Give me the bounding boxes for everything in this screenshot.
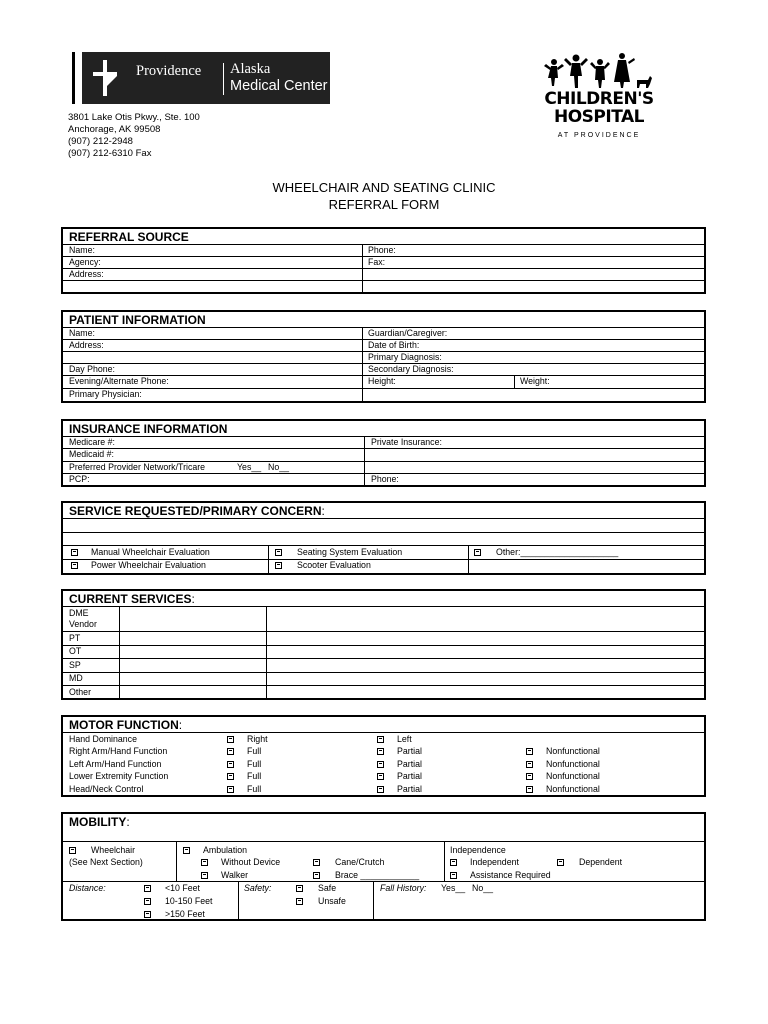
referral-fax-field[interactable]: Fax: [368,257,386,267]
motor-row-label: Right Arm/Hand Function [69,746,168,756]
motor-row-label: Lower Extremity Function [69,771,169,781]
motor-checkbox[interactable] [377,748,384,755]
motor-option-label: Full [247,759,262,769]
current-services-section [61,589,706,700]
dependent-checkbox[interactable] [557,859,564,866]
motor-checkbox[interactable] [227,773,234,780]
motor-checkbox[interactable] [377,761,384,768]
wheelchair-checkbox[interactable] [69,847,76,854]
vendor-label: Vendor [69,619,97,629]
dependent-label: Dependent [579,857,623,867]
patient-information-section [61,310,706,403]
ambulation-checkbox[interactable] [183,847,190,854]
section-title: MOTOR FUNCTION: [69,718,183,732]
dob-field[interactable]: Date of Birth: [368,340,420,350]
pcp-phone-field[interactable]: Phone: [371,474,399,484]
power-wheelchair-label: Power Wheelchair Evaluation [91,560,206,570]
childrens-title: CHILDREN'S [544,89,654,109]
other-service-field[interactable]: Other:____________________ [496,547,619,557]
clinic-address [68,112,200,160]
other-label: Other [69,687,92,697]
weight-field[interactable]: Weight: [520,376,550,386]
children-figures-icon [542,52,660,92]
motor-option-label: Partial [397,784,422,794]
evening-phone-field[interactable]: Evening/Alternate Phone: [69,376,169,386]
fall-yes-option[interactable]: Yes__ [441,883,466,893]
sp-label: SP [69,660,81,670]
cane-crutch-checkbox[interactable] [313,859,320,866]
section-title: CURRENT SERVICES: [69,592,195,606]
ot-label: OT [69,646,82,656]
cane-crutch-label: Cane/Crutch [335,857,385,867]
motor-option-label: Nonfunctional [546,746,600,756]
independence-label: Independence [450,845,506,855]
motor-option-label: Left [397,734,412,744]
referral-name-field[interactable]: Name: [69,245,95,255]
primary-diagnosis-field[interactable]: Primary Diagnosis: [368,352,442,362]
motor-option-label: Full [247,771,262,781]
motor-row-label: Head/Neck Control [69,784,144,794]
section-title: INSURANCE INFORMATION [69,422,228,436]
motor-row-label: Hand Dominance [69,734,137,744]
motor-checkbox[interactable] [526,773,533,780]
motor-checkbox[interactable] [377,786,384,793]
scooter-label: Scooter Evaluation [297,560,371,570]
assistance-required-label: Assistance Required [470,870,551,880]
motor-checkbox[interactable] [526,786,533,793]
address-line: 3801 Lake Otis Pkwy., Ste. 100 [68,112,200,123]
referral-source-section [61,227,706,294]
distance-lt10-checkbox[interactable] [144,885,151,892]
motor-checkbox[interactable] [227,736,234,743]
logo-medical-center: Medical Center [230,78,328,94]
brace-checkbox[interactable] [313,872,320,879]
seating-system-checkbox[interactable] [275,549,282,556]
motor-checkbox[interactable] [526,761,533,768]
safe-checkbox[interactable] [296,885,303,892]
providence-logo [68,52,330,104]
service-requested-section [61,501,706,575]
patient-name-field[interactable]: Name: [69,328,95,338]
secondary-diagnosis-field[interactable]: Secondary Diagnosis: [368,364,454,374]
motor-checkbox[interactable] [526,748,533,755]
logo-separator [223,63,224,95]
logo-alaska: Alaska [230,61,271,77]
distance-10-150-label: 10-150 Feet [165,896,213,906]
scooter-checkbox[interactable] [275,562,282,569]
guardian-field[interactable]: Guardian/Caregiver: [368,328,448,338]
childrens-hospital-logo [534,52,662,146]
day-phone-field[interactable]: Day Phone: [69,364,115,374]
md-label: MD [69,673,83,683]
distance-lt10-label: <10 Feet [165,883,200,893]
distance-10-150-checkbox[interactable] [144,898,151,905]
independent-label: Independent [470,857,519,867]
fall-no-option[interactable]: No__ [472,883,494,893]
manual-wheelchair-label: Manual Wheelchair Evaluation [91,547,210,557]
section-title: PATIENT INFORMATION [69,313,206,327]
motor-checkbox[interactable] [377,773,384,780]
logo-panel [82,52,330,104]
motor-row-label: Left Arm/Hand Function [69,759,162,769]
address-line: (907) 212-2948 [68,136,133,147]
safety-label: Safety: [244,883,272,893]
section-title: SERVICE REQUESTED/PRIMARY CONCERN: [69,504,325,518]
fall-history-label: Fall History: [380,883,427,893]
assistance-required-checkbox[interactable] [450,872,457,879]
motor-option-label: Nonfunctional [546,759,600,769]
dme-label: DME [69,608,89,618]
distance-gt150-checkbox[interactable] [144,911,151,918]
motor-option-label: Partial [397,771,422,781]
without-device-label: Without Device [221,857,281,867]
form-subtitle: REFERRAL FORM [328,197,440,212]
pt-label: PT [69,633,81,643]
address-line: (907) 212-6310 Fax [68,148,152,159]
motor-option-label: Nonfunctional [546,771,600,781]
manual-wheelchair-checkbox[interactable] [71,549,78,556]
ppn-no-option[interactable]: No__ [268,462,290,472]
independent-checkbox[interactable] [450,859,457,866]
motor-option-label: Partial [397,746,422,756]
brace-field[interactable]: Brace ____________ [335,870,420,880]
medicaid-field[interactable]: Medicaid #: [69,449,114,459]
hospital-title: HOSPITAL [554,107,644,127]
without-device-checkbox[interactable] [201,859,208,866]
motor-checkbox[interactable] [227,786,234,793]
motor-option-label: Partial [397,759,422,769]
logo-providence: Providence [136,63,202,79]
medicare-field[interactable]: Medicare #: [69,437,115,447]
walker-label: Walker [221,870,249,880]
motor-function-section [61,715,706,797]
ambulation-label: Ambulation [203,845,248,855]
wheelchair-label: Wheelchair [91,845,136,855]
motor-checkbox[interactable] [227,748,234,755]
primary-physician-field[interactable]: Primary Physician: [69,389,142,399]
at-providence: AT PROVIDENCE [557,132,641,139]
motor-option-label: Right [247,734,268,744]
referral-phone-field[interactable]: Phone: [368,245,396,255]
referral-address-field[interactable]: Address: [69,269,104,279]
pcp-field[interactable]: PCP: [69,474,90,484]
distance-label: Distance: [69,883,106,893]
mobility-section [61,812,706,921]
section-title: MOBILITY: [69,815,130,829]
power-wheelchair-checkbox[interactable] [71,562,78,569]
other-service-checkbox[interactable] [474,549,481,556]
patient-address-field[interactable]: Address: [69,340,104,350]
logo-bar [72,52,75,104]
unsafe-label: Unsafe [318,896,346,906]
motor-option-label: Full [247,746,262,756]
distance-gt150-label: >150 Feet [165,909,205,919]
ppn-tricare-label: Preferred Provider Network/Tricare [69,462,206,472]
form-title: WHEELCHAIR AND SEATING CLINIC [272,180,496,195]
section-title: REFERRAL SOURCE [69,230,189,244]
motor-option-label: Full [247,784,262,794]
referral-agency-field[interactable]: Agency: [69,257,101,267]
height-field[interactable]: Height: [368,376,396,386]
seating-system-label: Seating System Evaluation [297,547,403,557]
providence-cross-icon [90,58,120,98]
safe-label: Safe [318,883,337,893]
insurance-information-section [61,419,706,487]
walker-checkbox[interactable] [201,872,208,879]
unsafe-checkbox[interactable] [296,898,303,905]
motor-checkbox[interactable] [377,736,384,743]
see-next-section-label: (See Next Section) [69,857,143,867]
ppn-yes-option[interactable]: Yes__ [237,462,262,472]
private-insurance-field[interactable]: Private Insurance: [371,437,442,447]
address-line: Anchorage, AK 99508 [68,124,161,135]
motor-option-label: Nonfunctional [546,784,600,794]
motor-checkbox[interactable] [227,761,234,768]
